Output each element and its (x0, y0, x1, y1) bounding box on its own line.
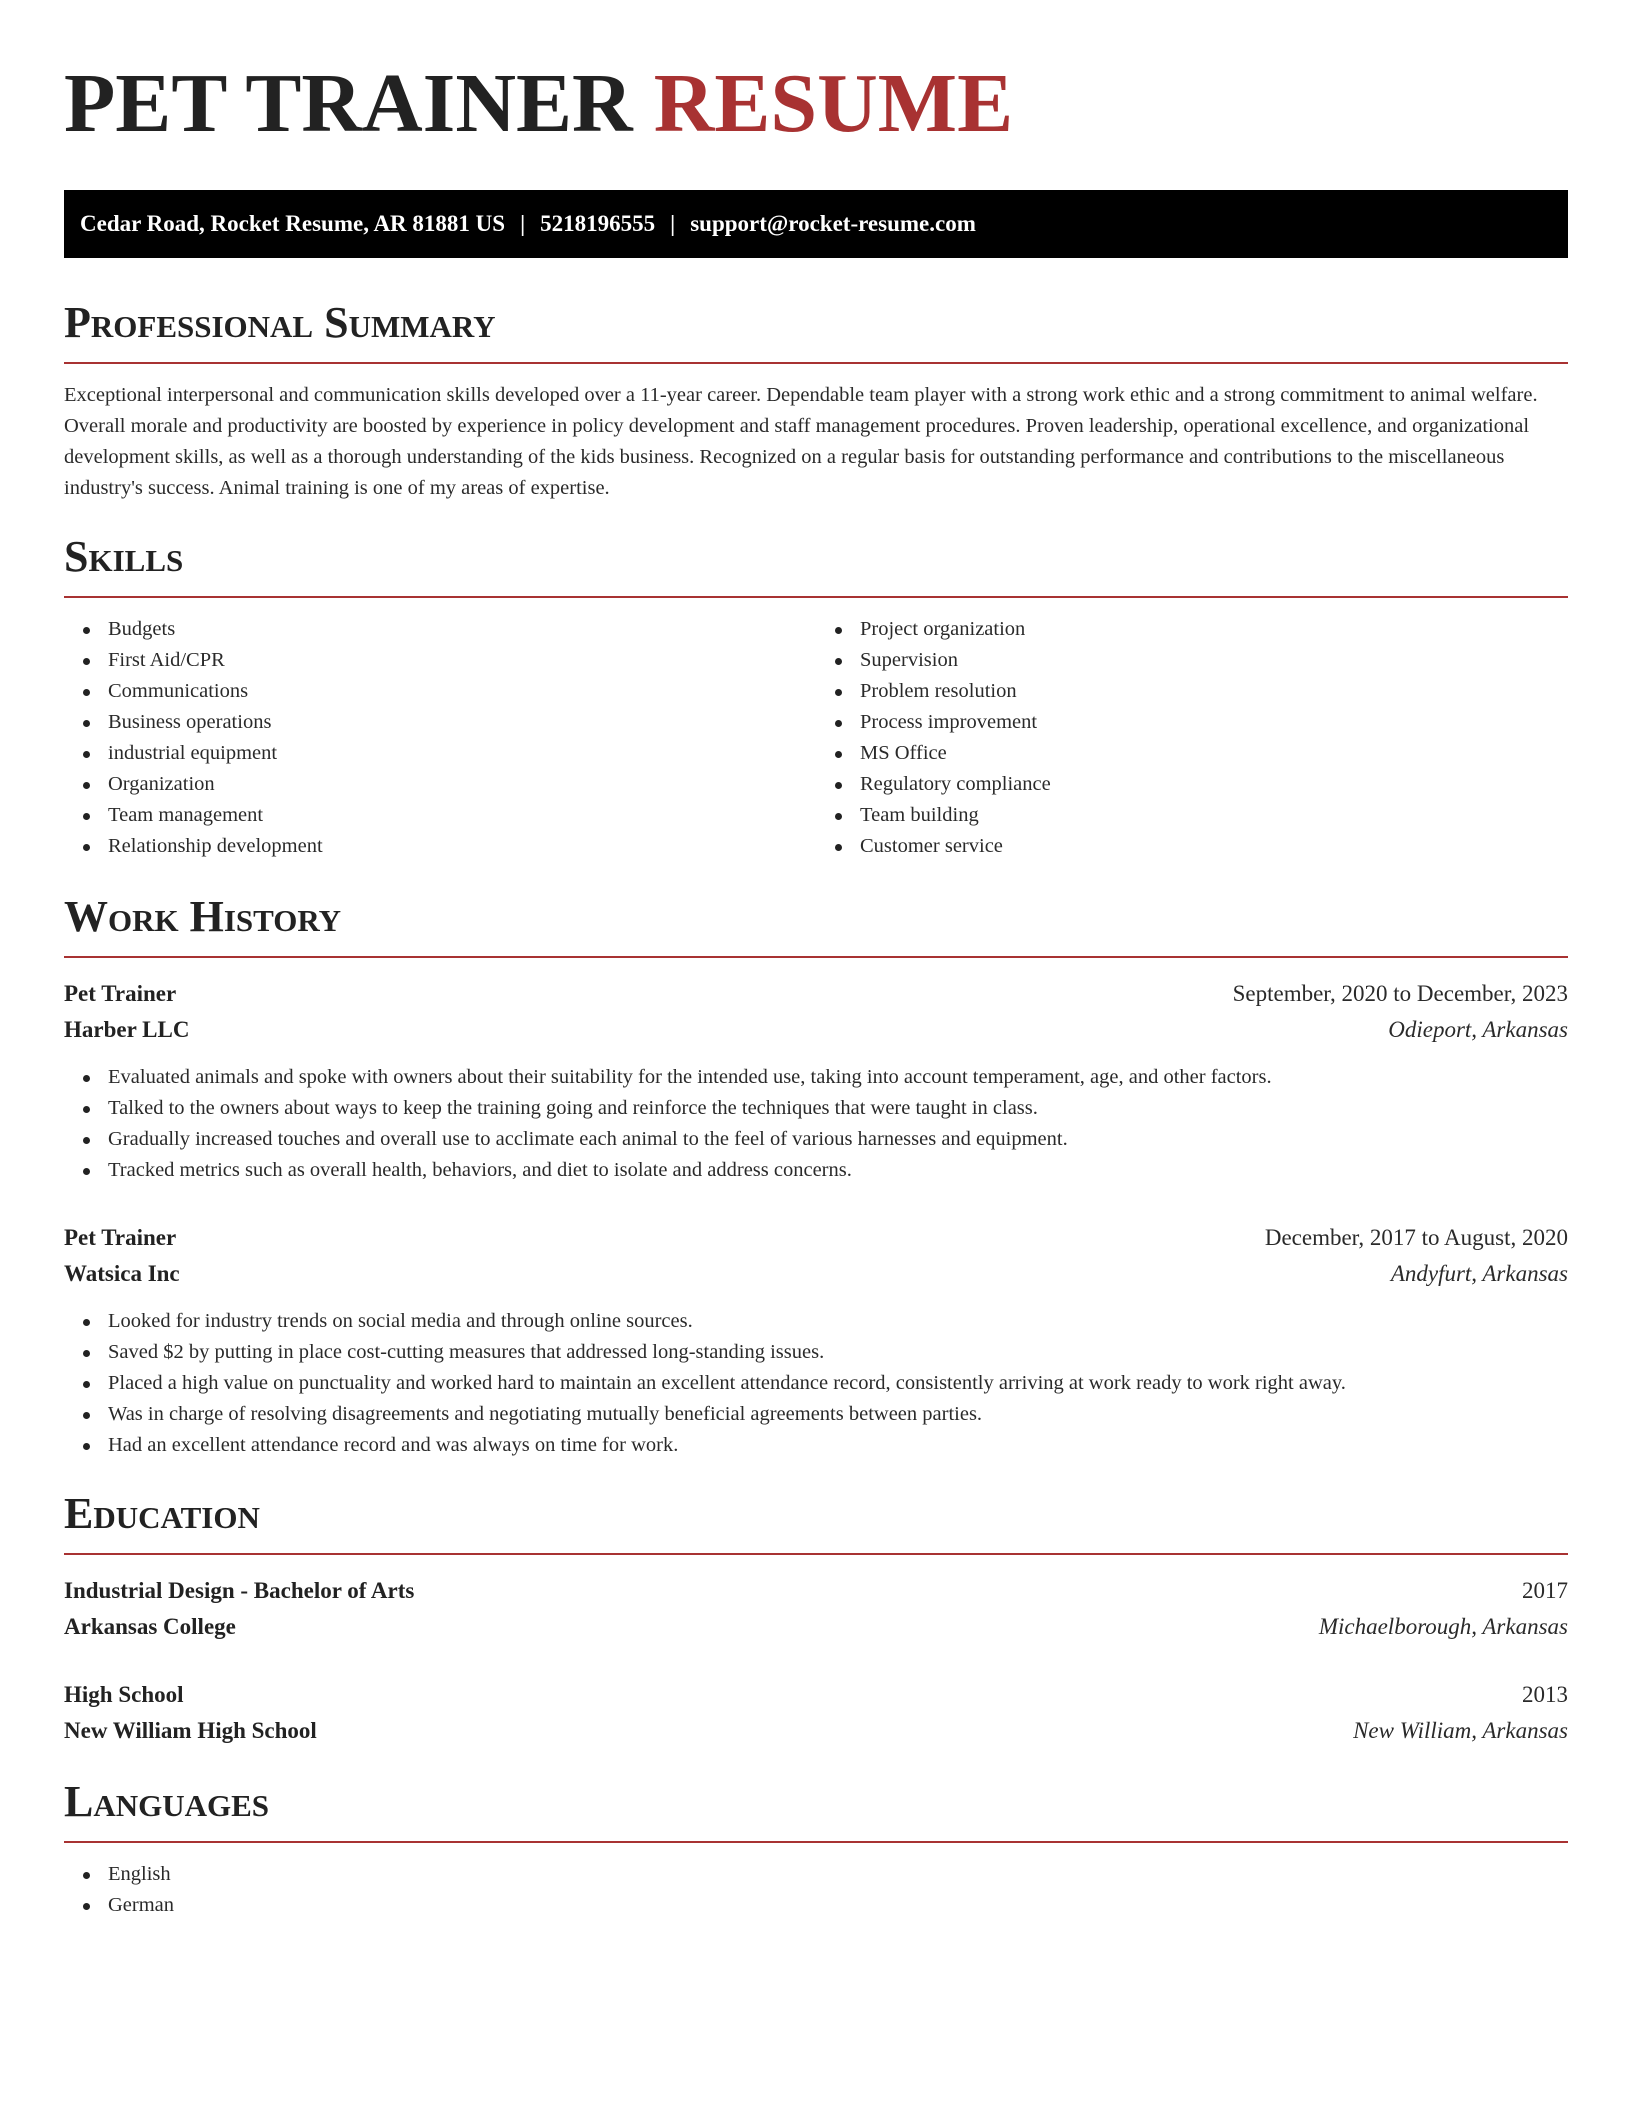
contact-email: support@rocket-resume.com (690, 211, 976, 236)
skills-list-right (816, 614, 1568, 862)
skill-item: Relationship development (108, 831, 816, 862)
job-bullet: Evaluated animals and spoke with owners about their suitability for the intended use, taking into account temperament, age, and other factors. (108, 1062, 1568, 1093)
education-header-row (64, 1677, 1568, 1713)
contact-separator: | (670, 211, 676, 236)
section-divider (64, 1841, 1568, 1843)
job-bullet: Saved $2 by putting in place cost-cutting measures that addressed long-standing issues. (108, 1337, 1568, 1368)
education-school-row (64, 1713, 1568, 1749)
skill-item: Regulatory compliance (860, 769, 1568, 800)
job-company-row (64, 1256, 1568, 1292)
contact-separator: | (520, 211, 526, 236)
job-header-row (64, 1220, 1568, 1256)
summary-text: Exceptional interpersonal and communication skills developed over a 11-year career. Dependable team player with a strong work ethic and a strong commitment to animal welfare. Overall morale and productivity are boosted by experience in policy development and staff management procedures. Proven leadership, operational excellence, and organizational development skills, as well as a thorough understanding of the kids business. Recognized on a regular basis for outstanding performance and contributions to the miscellaneous industry's success. Animal training is one of my areas of expertise. (64, 384, 1538, 499)
education-year: 2013 (1522, 1682, 1568, 1707)
skill-item: Customer service (860, 831, 1568, 862)
section-title-summary: Professional Summary (64, 298, 496, 347)
job-bullet: Had an excellent attendance record and was always on time for work. (108, 1430, 1568, 1461)
skill-item: Business operations (108, 707, 816, 738)
section-divider (64, 596, 1568, 598)
education-entry (64, 1677, 1568, 1749)
education-header-row (64, 1573, 1568, 1609)
skill-item: Project organization (860, 614, 1568, 645)
education-entry (64, 1573, 1568, 1645)
section-title-education: Education (64, 1489, 260, 1538)
section-divider (64, 362, 1568, 364)
section-divider (64, 1553, 1568, 1555)
resume-title (64, 56, 1568, 152)
education-degree: Industrial Design - Bachelor of Arts (64, 1578, 415, 1603)
job-role: Pet Trainer (64, 981, 177, 1006)
skill-item: industrial equipment (108, 738, 816, 769)
job-dates: December, 2017 to August, 2020 (1264, 1225, 1568, 1250)
section-languages (64, 1777, 1568, 1921)
skill-item: Budgets (108, 614, 816, 645)
job-entry (64, 1220, 1568, 1461)
job-dates: September, 2020 to December, 2023 (1232, 981, 1568, 1006)
job-bullet: Placed a high value on punctuality and worked hard to maintain an excellent attendance record, consistently arriving at work ready to work right away. (108, 1368, 1568, 1399)
skill-item: First Aid/CPR (108, 645, 816, 676)
job-location: Andyfurt, Arkansas (1390, 1261, 1568, 1286)
education-degree: High School (64, 1682, 184, 1707)
section-title-languages: Languages (64, 1777, 270, 1826)
job-company: Harber LLC (64, 1017, 190, 1042)
job-bullet: Gradually increased touches and overall use to acclimate each animal to the feel of various harnesses and equipment. (108, 1124, 1568, 1155)
skill-item: Supervision (860, 645, 1568, 676)
skills-columns (64, 614, 1568, 862)
skill-item: Team management (108, 800, 816, 831)
job-location: Odieport, Arkansas (1388, 1017, 1568, 1042)
education-year: 2017 (1522, 1578, 1568, 1603)
job-bullet: Tracked metrics such as overall health, behaviors, and diet to isolate and address concerns. (108, 1155, 1568, 1186)
skills-list-left (64, 614, 816, 862)
section-divider (64, 956, 1568, 958)
education-school: Arkansas College (64, 1614, 236, 1639)
contact-bar (64, 190, 1568, 258)
title-main: PET TRAINER (64, 57, 633, 150)
education-school-row (64, 1609, 1568, 1645)
section-title-skills: Skills (64, 532, 184, 581)
job-company-row (64, 1012, 1568, 1048)
title-accent: RESUME (653, 57, 1014, 150)
section-title-work: Work History (64, 892, 342, 941)
languages-list (64, 1859, 1568, 1921)
job-entry (64, 976, 1568, 1186)
section-education (64, 1489, 1568, 1749)
language-item: German (108, 1890, 1568, 1921)
job-bullet: Talked to the owners about ways to keep the training going and reinforce the techniques that were taught in class. (108, 1093, 1568, 1124)
job-header-row (64, 976, 1568, 1012)
skill-item: Process improvement (860, 707, 1568, 738)
education-school: New William High School (64, 1718, 317, 1743)
job-company: Watsica Inc (64, 1261, 180, 1286)
skill-item: Problem resolution (860, 676, 1568, 707)
job-bullet: Looked for industry trends on social media and through online sources. (108, 1306, 1568, 1337)
section-summary (64, 298, 1568, 504)
skill-item: Organization (108, 769, 816, 800)
skill-item: Communications (108, 676, 816, 707)
skill-item: MS Office (860, 738, 1568, 769)
section-skills (64, 532, 1568, 862)
job-bullets (64, 1306, 1568, 1461)
skill-item: Team building (860, 800, 1568, 831)
education-location: New William, Arkansas (1353, 1718, 1568, 1743)
contact-address: Cedar Road, Rocket Resume, AR 81881 US (80, 211, 506, 236)
job-bullets (64, 1062, 1568, 1186)
job-bullet: Was in charge of resolving disagreements and negotiating mutually beneficial agreements between parties. (108, 1399, 1568, 1430)
education-location: Michaelborough, Arkansas (1318, 1614, 1568, 1639)
contact-phone: 5218196555 (540, 211, 656, 236)
job-role: Pet Trainer (64, 1225, 177, 1250)
section-work-history (64, 892, 1568, 1461)
language-item: English (108, 1859, 1568, 1890)
